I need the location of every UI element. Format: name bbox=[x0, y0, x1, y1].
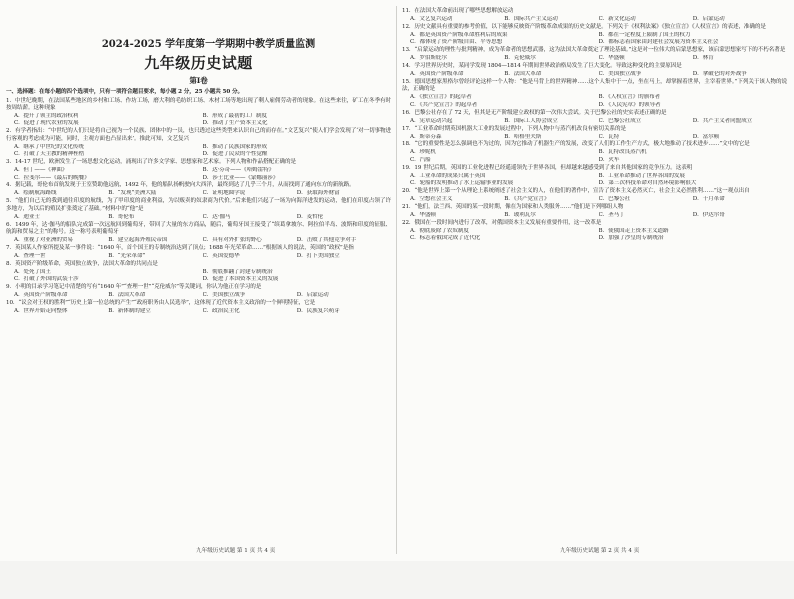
page-footer-right: 九年级历史试题 第 2 页 共 4 页 bbox=[560, 548, 640, 554]
page-footer-left: 九年级历史试题 第 1 页 共 4 页 bbox=[196, 548, 276, 554]
question-stem: 16．巴黎公社存在了 72 天，但其是无产阶级建立政权的第一次伟大尝试。关于巴黎公社的史实表述正确的是 bbox=[402, 109, 667, 116]
answer-options bbox=[14, 144, 391, 159]
question-stem: 8．英国资产阶级革命，英国独立战争，法国大革命的共同点是 bbox=[6, 260, 158, 267]
answer-options bbox=[410, 149, 787, 164]
answer-option: B．国际工人协会成立 bbox=[504, 117, 558, 124]
answer-option: C．证明地圆学说 bbox=[202, 190, 246, 197]
answer-options bbox=[14, 237, 391, 244]
answer-options bbox=[410, 118, 787, 125]
answer-options bbox=[14, 308, 391, 315]
question-stem: 3．14-17 世纪，欧洲发生了一场思想文化运动，涌现出了许多文学家、思想家和艺术家。下列人物和作品搭配正确的是 bbox=[6, 159, 296, 166]
answer-option: C．巴黎公社成立 bbox=[598, 117, 642, 124]
answer-option: C．具有对外扩张的野心 bbox=[202, 237, 262, 244]
question-list-right bbox=[402, 8, 787, 243]
answer-option: B．哈格里夫斯 bbox=[504, 133, 542, 140]
answer-options bbox=[14, 269, 391, 284]
answer-option: C．瓦特 bbox=[598, 133, 620, 140]
answer-option: C．拉斐尔——《最后的晚餐》 bbox=[14, 174, 90, 181]
answer-option: B．彻底推翻了封建专制统治 bbox=[202, 268, 273, 275]
answer-option: A．斯蒂芬森 bbox=[410, 133, 442, 140]
answer-options bbox=[14, 167, 391, 182]
answer-option: D．伊达尔哥 bbox=[692, 211, 725, 218]
answer-option: A．工业革命的成果只属于英国 bbox=[410, 172, 486, 179]
answer-option: B．工业革命推动了世界各国的发展 bbox=[598, 172, 685, 179]
question-stem: 21．“他们，法兰西、英国的某一段时期，像在为国家和人类服务……”他们是下列哪组人物 bbox=[402, 203, 624, 210]
answer-option: A．宪章运动兴起 bbox=[410, 117, 453, 124]
answer-option: C．达·伽马 bbox=[202, 213, 231, 220]
answer-options bbox=[410, 32, 787, 47]
question-stem: 12．历史文献具有重要的参考价值，以下能够反映资产阶级革命成果的历史文献是。下列关于《权利法案》《独立宣言》《人权宣言》的表述，准确的是 bbox=[402, 23, 766, 30]
answer-option: D．共产主义者同盟成立 bbox=[692, 117, 753, 124]
answer-option: B．法国大革命 bbox=[108, 292, 146, 299]
exam-title: 九年级历史试题 bbox=[144, 54, 253, 73]
answer-option: C．汽船 bbox=[410, 156, 431, 163]
question-stem: 14．学习世界历史时，某同学发现 1804—1814 年期间世界政治格局发生了巨大变化。导致这种变化的主要原因是 bbox=[402, 63, 682, 70]
answer-options bbox=[14, 253, 391, 260]
answer-option: D．第三次科技革命对自然环境影响很大 bbox=[598, 180, 697, 187]
answer-option: D．启蒙运动 bbox=[296, 292, 329, 299]
answer-option: C．华盛顿 bbox=[598, 55, 625, 62]
answer-option: C．巴黎公社 bbox=[598, 196, 631, 202]
answer-option: A．罗伯斯庇尔 bbox=[410, 55, 447, 62]
left-column bbox=[6, 0, 391, 599]
answer-option: A．珍妮机 bbox=[410, 149, 436, 156]
answer-option: B．建立起海外殖民帝国 bbox=[108, 237, 168, 244]
answer-option: D．促进了本国资本主义的发展 bbox=[202, 276, 279, 283]
answer-option: D．都标志着国家由封建社会发展为资本主义社会 bbox=[598, 39, 719, 46]
answer-option: B．《人权宣言》的颁布者 bbox=[598, 94, 661, 101]
question-stem: 4．据记载，哥伦布首航发现于王室赞助他远航，1492 年，他的船队扬帆驶向大西洋，最终到达了几乎三个月，从而找到了通向东方的新航路。 bbox=[6, 182, 355, 189]
answer-option: C．促进了现代农业的发展 bbox=[14, 120, 79, 127]
answer-option: D．击败了其他竞争对手 bbox=[296, 237, 357, 244]
column-divider bbox=[396, 6, 397, 554]
answer-option: B．推动了民族国家的形成 bbox=[202, 143, 267, 150]
answer-option: A．查理一世 bbox=[14, 252, 46, 259]
answer-options bbox=[410, 55, 787, 62]
answer-option: A．英国资产阶级革命 bbox=[410, 71, 464, 77]
question-list-left bbox=[6, 98, 391, 316]
answer-options bbox=[410, 71, 787, 78]
answer-option: D．获取海外财富 bbox=[296, 190, 340, 197]
answer-options bbox=[14, 292, 391, 299]
answer-options bbox=[14, 113, 391, 128]
question-stem: 18．“它的重要性是怎么强调也不为过的，因为它推动了机器生产的发展，改变了人们的工作生产方式，极大地推动了技术进步……”文中的它是 bbox=[402, 141, 750, 148]
question-stem: 11．在法国大革命前出现了哪些思想解放运动 bbox=[402, 8, 514, 14]
answer-option: D．《人民宪章》的领导者 bbox=[598, 101, 661, 108]
answer-options bbox=[410, 94, 787, 109]
answer-option: C．标志着俄国完成了近代化 bbox=[410, 235, 481, 242]
answer-option: C．打破了外国的武装干涉 bbox=[14, 276, 79, 283]
answer-option: C．英国爱德华 bbox=[202, 252, 240, 259]
answer-option: C．美国独立战争 bbox=[598, 71, 642, 77]
answer-option: D．麦哲伦 bbox=[296, 213, 324, 220]
answer-option: B．玻利瓦尔 bbox=[504, 211, 536, 218]
answer-options bbox=[410, 134, 787, 141]
answer-option: D．加强了沙皇的专制统治 bbox=[598, 235, 664, 242]
answer-option: A．提升了领主的政治权利 bbox=[14, 113, 79, 120]
school-year-heading: 2024-2025 学年度第一学期期中教学质量监测 bbox=[101, 39, 316, 50]
answer-options bbox=[14, 190, 391, 197]
question-stem: 22．俄国在一段时间内进行了改革，对俄国资本主义发展有重要作用，这一改革是 bbox=[402, 219, 602, 226]
question-stem: 20．“他是世界上第一个从理论上系统阐述了社会主义的人，在他们的著作中，宣告了资本主义必然灭亡，社会主义必然胜利……”这一观点出自 bbox=[402, 188, 750, 195]
answer-option: A．文艺复兴运动 bbox=[410, 15, 453, 22]
answer-option: C．打破了天主教的精神桎梏 bbox=[14, 151, 85, 158]
answer-option: C．《共产党宣言》的起草者 bbox=[410, 101, 478, 108]
answer-options bbox=[410, 196, 787, 203]
answer-option: C．美国独立战争 bbox=[202, 292, 246, 299]
answer-option: A．处死了国王 bbox=[14, 268, 51, 275]
question-stem: 9．小明的目录学习笔记中清楚的写有“1640 年”“查理一世”“克伦威尔”等关键词，你认为他正在学习的是 bbox=[6, 284, 262, 291]
question-stem: 19．19 世纪后期，英国的工业化进程已经遥遥领先于世界各国，但却越来越感受到了来自其他国家的竞争压力。这表明 bbox=[402, 164, 693, 171]
answer-option: B．国际共产主义运动 bbox=[504, 15, 558, 22]
answer-option: D．打下美国独立 bbox=[296, 252, 340, 259]
answer-option: A．空想社会主义 bbox=[410, 196, 453, 202]
question-stem: 10．“议会对王权的胜利”“历史上第一位总统的产生”“政府职务由人民选举”，这体现了近代资本主义政治的一个鲜明特征，它是 bbox=[6, 300, 316, 307]
answer-option: D．林肯 bbox=[692, 55, 714, 62]
answer-option: A．彻底废除了农奴制度 bbox=[410, 227, 469, 234]
answer-option: A．英国资产阶级革命 bbox=[14, 292, 68, 299]
answer-option: A．重视了对亚洲的贸易 bbox=[14, 237, 73, 244]
answer-option: B．“发现”美洲大陆 bbox=[108, 190, 157, 197]
answer-option: A．世界开始走向整体 bbox=[14, 307, 68, 314]
question-stem: 7．英国某人作家所提及某一事件说：“1640 年，首个国王的专制统治达到了顶点；1688 年光荣革命……”根据该人的说法，英国的“政权”是指 bbox=[6, 244, 354, 251]
answer-option: D．促进了民众的个性觉醒 bbox=[202, 151, 268, 158]
answer-options bbox=[410, 212, 787, 219]
answer-option: B．“光荣革命” bbox=[108, 252, 146, 259]
answer-option: B．法国大革命 bbox=[504, 71, 542, 77]
answer-options bbox=[410, 173, 787, 188]
answer-option: D．拿破仑的对外战争 bbox=[692, 71, 747, 77]
answer-option: A．迪亚士 bbox=[14, 213, 40, 220]
question-stem: 6．1499 年，达·伽马的船队完成第一次远航回到葡萄牙，带回了大量的东方商品，随后，葡萄牙国王接受了“缤葛拿坡尔、阿拉伯半岛、波斯和印度的征服、航海和贸易之主”的称号。这一称号表明葡萄牙 bbox=[6, 221, 391, 236]
answer-option: C．圣马丁 bbox=[598, 211, 625, 218]
answer-option: D．十月革命 bbox=[692, 196, 725, 202]
answer-option: D．富尔顿 bbox=[692, 133, 720, 140]
answer-option: D．推动了生产资本主义化 bbox=[202, 120, 268, 127]
answer-option: D．莎士比亚——《蒙娜丽莎》 bbox=[202, 174, 279, 181]
answer-option: C．政治民主化 bbox=[202, 307, 240, 314]
answer-option: A．华盛顿 bbox=[410, 211, 436, 218]
answer-option: C．轮船的发明推动了水上运输事业的发展 bbox=[410, 180, 514, 187]
answer-option: C．都体现了资产阶级自由、平等思想 bbox=[410, 39, 503, 46]
answer-option: B．达·芬奇——《哈姆雷特》 bbox=[202, 167, 275, 174]
answer-option: B．瓦特改良蒸汽机 bbox=[598, 149, 647, 156]
answer-options bbox=[14, 214, 391, 221]
answer-option: A．但丁——《神曲》 bbox=[14, 167, 68, 174]
question-stem: 15．德国思想家黑格尔曾经评论这样一个人物：“他是马背上的世界精神……这个人集中于一点，坐在马上，却掌握着世界，主宰着世界。”下列关于该人物的说法，正确的是 bbox=[402, 78, 787, 93]
answer-option: B．新体制的建立 bbox=[108, 307, 151, 314]
question-stem: 2．有学者指出：“中世纪的人们只是将自己视为一个民族、团体中的一员，也只透过这些类型来认识自己的而存在。”文艺复兴“使人们学会发现了‘对一切事物进行客观的考虑成为可能，同时，主观方面也凸显出来’。推此可知，文艺复兴 bbox=[6, 128, 391, 142]
right-column bbox=[402, 0, 787, 569]
volume-label: 第Ⅰ卷 bbox=[189, 76, 208, 86]
section-heading: 一、选择题：在每小题的四个选项中，只有一项符合题目要求，每小题 2 分，25 小题共 50 分。 bbox=[6, 89, 243, 96]
answer-option: A．《独立宣言》的起草者 bbox=[410, 94, 472, 101]
answer-option: D．民族复兴萌芽 bbox=[296, 307, 340, 314]
answer-option: B．形成了最初的工厂制度 bbox=[202, 113, 267, 120]
answer-option: B．《共产党宣言》 bbox=[504, 196, 550, 202]
answer-option: C．新文化运动 bbox=[598, 15, 636, 22]
answer-option: B．使俄国走上资本主义道路 bbox=[598, 227, 669, 234]
question-stem: 13．“启蒙运动的理性与批判精神，成为革命者的思想武器，这为法国大革命奠定了理论基础。”这是对一位伟大的启蒙思想家，该启蒙思想家写下的不朽名著是 bbox=[402, 47, 786, 54]
question-stem: 17．“工业革命时期英国机器大工业的发展过程中，下列人物中与蒸汽机改良有密切关系的是 bbox=[402, 125, 626, 132]
question-stem: 5．“他们自己无的我到通往印度的航线，为了甲印度的商业利益，为以贩卖的奴隶商为代价。”后来他们兴起了一场为向海洋进发的运动，他们在印度占领了许多地方，为以后的殖民扩张奠定了基础。”材料中的“他”是 bbox=[6, 198, 391, 212]
answer-option: D．启蒙运动 bbox=[692, 15, 725, 22]
answer-options bbox=[410, 228, 787, 243]
answer-option: B．克伦威尔 bbox=[504, 55, 536, 62]
answer-option: A．继承了中世纪的文化传统 bbox=[14, 143, 84, 150]
answer-option: B．哥伦布 bbox=[108, 213, 135, 220]
answer-option: A．都是英国资产阶级革命胜利后的成果 bbox=[410, 31, 508, 38]
answer-option: B．都在一定程度上限制了国王的权力 bbox=[598, 31, 691, 38]
question-stem: 1．中世纪晚期，在法国某些地区的乡村和工场、作坊工场，磨大利的毛纺织工场、木材工场等地出现了剩人雇佣劳动者的现象。在这些来往，矿工在冬季有时按周结薪。这种现象 bbox=[6, 97, 391, 112]
answer-options bbox=[410, 16, 787, 23]
answer-option: A．绘制航海路线 bbox=[14, 190, 57, 197]
answer-option: D．火车 bbox=[598, 156, 620, 163]
